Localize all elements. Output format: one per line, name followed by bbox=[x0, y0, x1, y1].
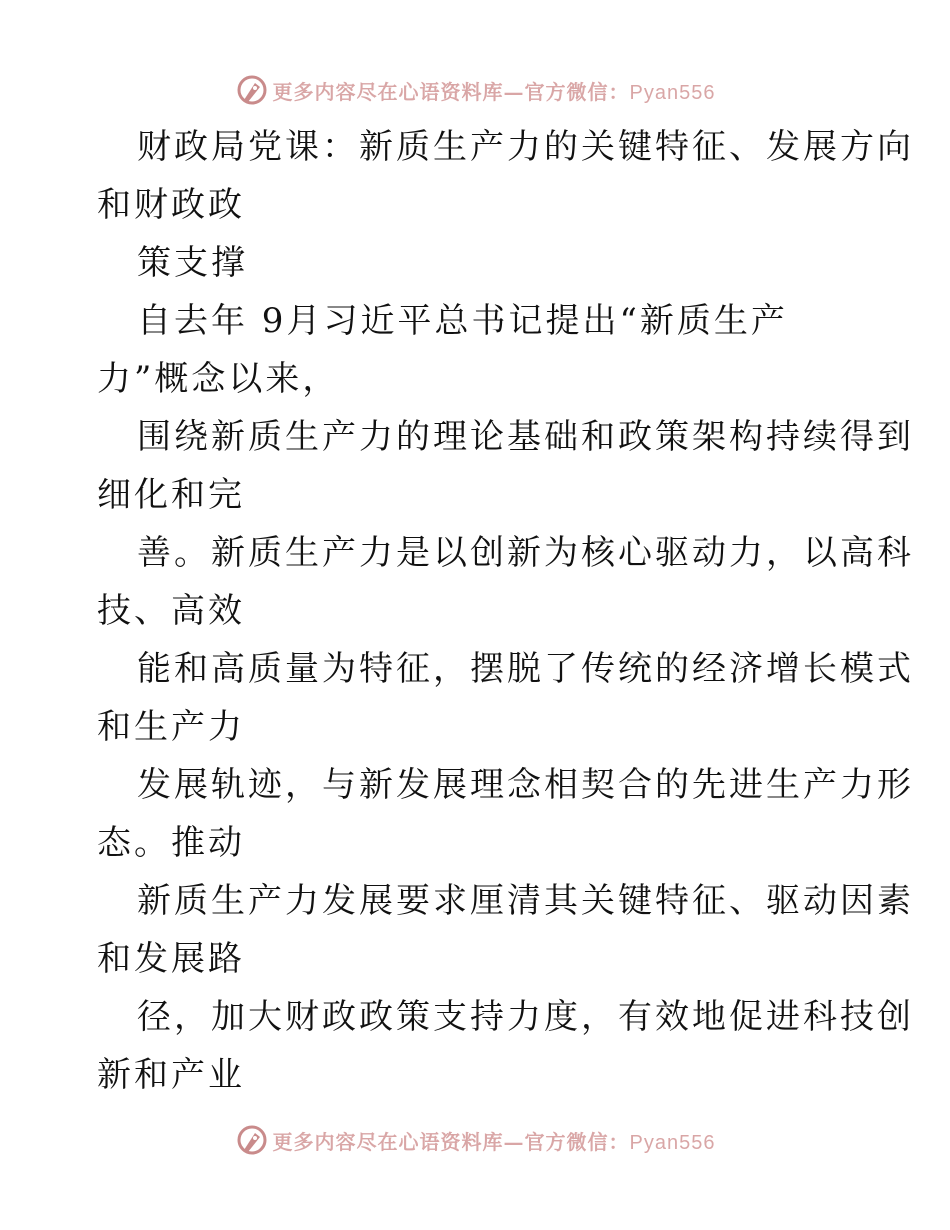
text-line: 策支撑 bbox=[137, 243, 248, 283]
text-line: 自去年 9月习近平总书记提出“新质生产 bbox=[137, 301, 788, 341]
text-line: 围绕新质生产力的理论基础和政策架构持续得到 bbox=[137, 417, 914, 457]
text-line: 新质生产力发展要求厘清其关键特征、驱动因素 bbox=[137, 881, 914, 921]
text-line: 新和产业 bbox=[97, 1055, 245, 1095]
text-line: 发展轨迹，与新发展理念相契合的先进生产力形 bbox=[137, 765, 914, 805]
banner-wechat-id: Pyan556 bbox=[629, 81, 716, 104]
banner-text bbox=[273, 76, 716, 105]
text-line: 态。推动 bbox=[97, 823, 245, 863]
document-body bbox=[97, 118, 914, 1104]
footer-banner bbox=[0, 1120, 950, 1160]
text-line: 径，加大财政政策支持力度，有效地促进科技创 bbox=[137, 997, 914, 1037]
text-line: 和生产力 bbox=[97, 707, 245, 747]
banner-label: 更多内容尽在心语资料库—官方微信： bbox=[272, 1129, 630, 1154]
banner-text bbox=[273, 1126, 716, 1155]
text-line: 善。新质生产力是以创新为核心驱动力，以高科 bbox=[137, 533, 914, 573]
header-banner bbox=[0, 70, 950, 110]
text-line: 技、高效 bbox=[97, 591, 245, 631]
text-line: 和财政政 bbox=[97, 185, 245, 225]
text-line: 细化和完 bbox=[97, 475, 245, 515]
text-line: 力”概念以来， bbox=[97, 359, 340, 399]
banner-wechat-id: Pyan556 bbox=[629, 1131, 716, 1154]
banner-label: 更多内容尽在心语资料库—官方微信： bbox=[272, 79, 630, 104]
pen-nib-logo-icon bbox=[235, 1123, 269, 1157]
text-line: 能和高质量为特征，摆脱了传统的经济增长模式 bbox=[137, 649, 914, 689]
text-line: 财政局党课：新质生产力的关键特征、发展方向 bbox=[137, 127, 914, 167]
text-line: 和发展路 bbox=[97, 939, 245, 979]
pen-nib-logo-icon bbox=[235, 73, 269, 107]
